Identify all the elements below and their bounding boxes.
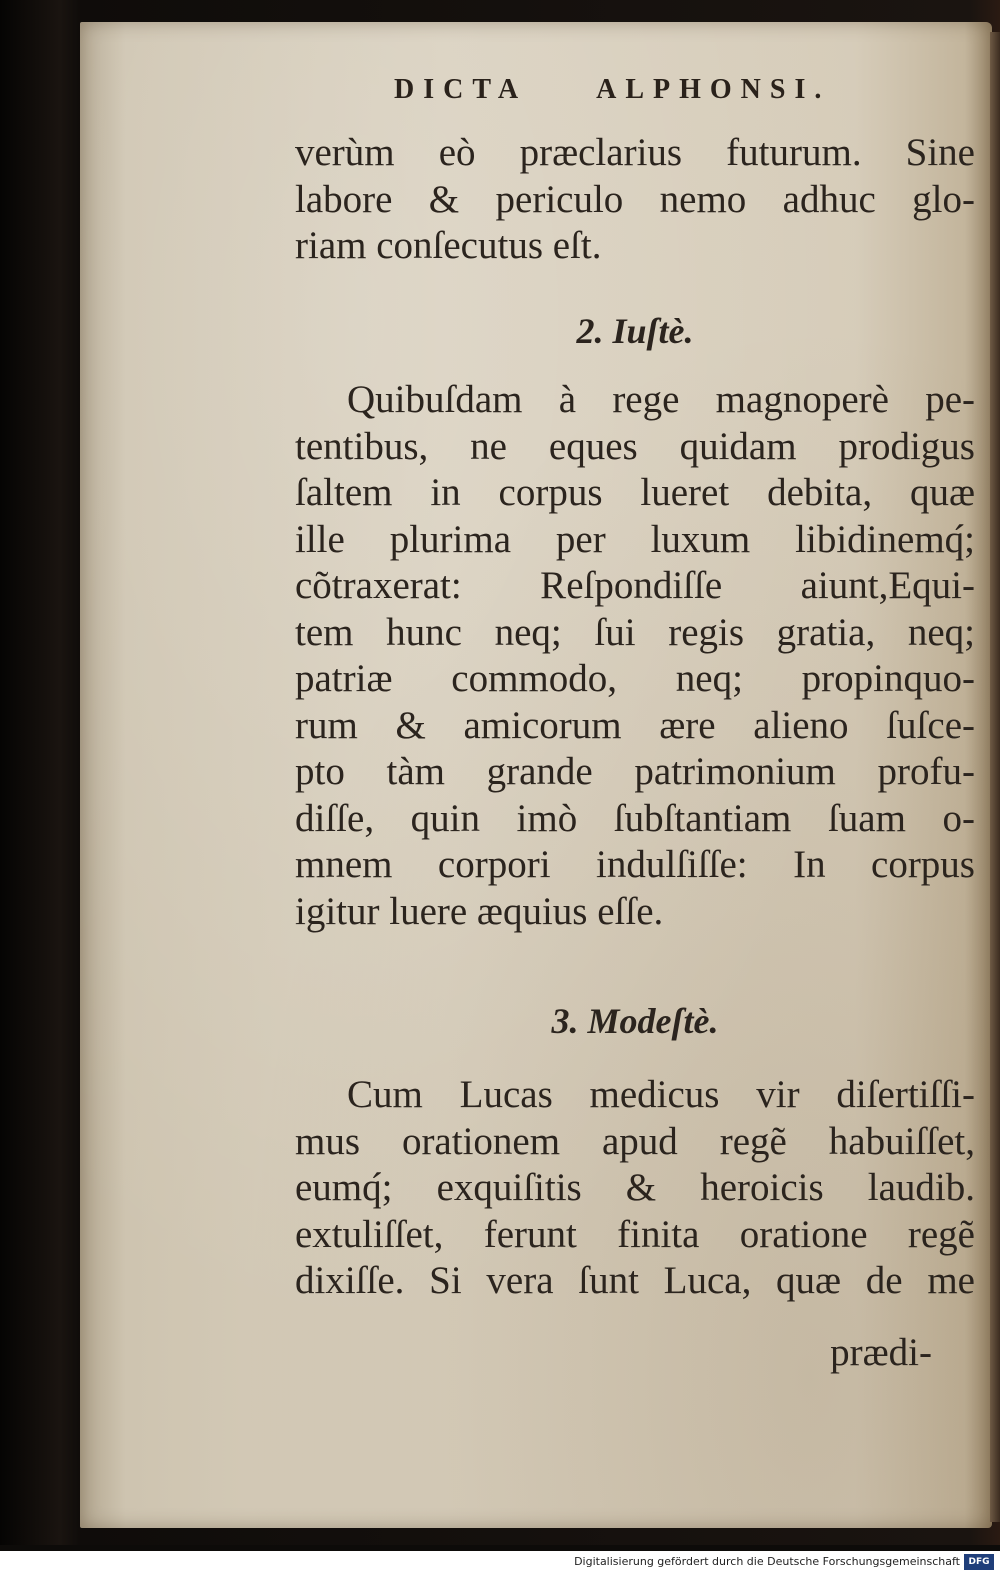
running-head-right: ALPHONSI. (596, 74, 831, 105)
paragraph-1 (295, 130, 975, 270)
text-line: riam conſecutus eſt. (295, 224, 602, 267)
text-line: tentibus, ne eques quidam prodigus (295, 424, 975, 468)
text-line: Cum Lucas medicus vir diſertiſſi- (347, 1073, 975, 1116)
text-line: labore & periculo nemo adhuc glo- (295, 177, 975, 221)
page-edge (990, 32, 1000, 1522)
paragraph-2 (295, 377, 975, 935)
footer-credit: Digitalisierung gefördert durch die Deutsche Forschungsgemeinschaft (574, 1555, 960, 1568)
text-line: dixiſſe. Si vera ſunt Luca, quæ de me (295, 1259, 975, 1302)
text-line: igitur luere æquius eſſe. (295, 889, 664, 933)
text-line: ille plurima per luxum libidinemq́; (295, 517, 975, 561)
section-heading-2: 2. Iuſtè. (576, 311, 694, 351)
digitization-footer (0, 1551, 1000, 1577)
text-line: pto tàm grande patrimonium profu- (295, 750, 975, 793)
running-head (394, 74, 954, 106)
text-line: ſaltem in corpus lueret debita, quæ (295, 471, 975, 514)
text-line: Quibuſdam à rege magnoperè pe- (347, 378, 975, 421)
paragraph-3 (295, 1072, 975, 1305)
catchword: prædi- (830, 1331, 932, 1374)
text-line: extuliſſet, ferunt finita oratione regẽ (295, 1212, 975, 1256)
text-line: rum & amicorum ære alieno ſuſce- (295, 703, 975, 747)
running-head-left: DICTA (394, 74, 526, 105)
text-line: eumq́; exquiſitis & heroicis laudib. (295, 1166, 975, 1209)
dfg-logo: DFG (964, 1554, 994, 1570)
text-line: cõtraxerat: Reſpondiſſe aiunt,Equi- (295, 564, 975, 607)
book-page (80, 22, 992, 1528)
text-line: diſſe, quin imò ſubſtantiam ſuam o- (295, 796, 975, 840)
text-line: mus orationem apud regẽ habuiſſet, (295, 1119, 975, 1163)
section-heading-3: 3. Modeſtè. (551, 1001, 719, 1041)
text-line: tem hunc neq; ſui regis gratia, neq; (295, 610, 975, 654)
text-line: mnem corpori indulſiſſe: In corpus (295, 843, 975, 886)
text-line: verùm eò præclarius futurum. Sine (295, 131, 975, 174)
text-line: patriæ commodo, neq; propinquo- (295, 657, 975, 700)
